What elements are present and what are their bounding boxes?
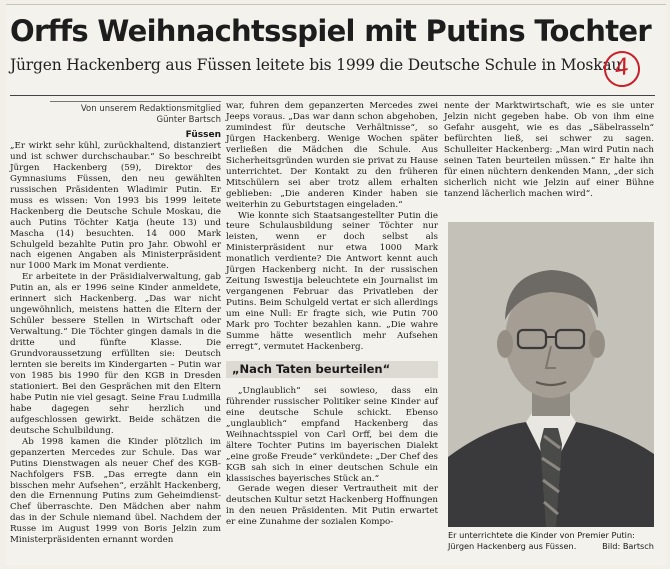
portrait-photo: [448, 222, 654, 527]
column-2: [226, 101, 438, 528]
byline-line-2: Günter Bartsch: [156, 115, 221, 125]
byline: [10, 101, 221, 126]
dateline: Füssen: [185, 130, 221, 140]
subheadline: Jürgen Hackenberg aus Füssen leitete bis 1999 die Deutsche Schule in Moskau: [10, 56, 622, 74]
headline-rule: [10, 95, 655, 96]
column-3: [444, 101, 654, 200]
headline: Orffs Weihnachtsspiel mit Putins Tochter: [10, 14, 651, 48]
handwritten-stamp-mark: 4: [601, 48, 643, 90]
byline-rule: [50, 101, 221, 102]
byline-line-1: Von unserem Redaktionsmitglied: [80, 104, 221, 114]
caption-text: Er unterrichtete die Kinder von Premier Putin: Jürgen Hackenberg aus Füssen.: [448, 530, 635, 551]
portrait-illustration: [448, 222, 654, 527]
paragraph: nente der Marktwirtschaft, wie es sie unter Jelzin nicht gegeben habe. Ob von ihm eine Gefahr ausgeht, wie es das „Säbelrasseln“ befürchten ließ, sei schwer zu sagen. Schulleiter Hackenberg: „Man wird Putin nach seinen Taten beurteilen müssen.“ Er halte ihn für einen nüchtern denkenden Mann, „der sich sicherlich nicht wie Jelzin auf einer Bühne tanzend lächerlich machen wird“.: [444, 101, 654, 199]
section-subhead: „Nach Taten beurteilen“: [226, 361, 438, 378]
paragraph: Ab 1998 kamen die Kinder plötzlich im gepanzerten Mercedes zur Schule. Das war Putins Dienstwagen als neuer Chef des KGB-Nachfolgers FSB. „Das erregte dann ein bisschen mehr Aufsehen“, erzählt Hackenberg, den die Ernennung Putins zum Geheimdienst-Chef überraschte. Den Mädchen aber nahm das in der Schule niemand übel. Nachdem der Russe im August 1999 von Boris Jelzin zum Ministerpräsidenten ernannt worden: [10, 436, 221, 546]
photo-credit: Bild: Bartsch: [602, 540, 654, 551]
paragraph: war, fuhren dem gepanzerten Mercedes zwei Jeeps voraus. „Das war dann schon abgehoben, zumindest für deutsche Verhältnisse“, so Jürgen Hackenberg. Wenige Wochen später verließen die Mädchen die Schule. Aus Sicherheitsgründen wurden sie privat zu Hause unterrichtet. Der Kontakt zu den früheren Mitschülern sei aber trotz allem erhalten geblieben: „Die anderen Kinder haben sie weiterhin zu Geburtstagen eingeladen.“: [226, 101, 438, 210]
paragraph: „Er wirkt sehr kühl, zurückhaltend, distanziert und ist schwer durchschaubar.“ So beschreibt Jürgen Hackenberg (59), Direktor des Gymnasiums Füssen, den neu gewählten russischen Präsidenten Wladimir Putin. Er muss es wissen: Von 1993 bis 1999 leitete Hackenberg die Deutsche Schule Moskau, die auch Putins Töchter Katja (heute 13) und Mascha (14) besuchten. 14 000 Mark Schulgeld bezahlte Putin pro Jahr. Obwohl er nach eigenen Angaben als Ministerpräsident nur 1000 Mark im Monat verdiente.: [10, 140, 221, 272]
photo-caption: [448, 530, 654, 551]
paragraph: „Unglaublich“ sei sowieso, dass ein führender russischer Politiker seine Kinder auf eine deutsche Schule schickt. Ebenso „unglaublich“ empfand Hackenberg das Weihnachtsspiel von Carl Orff, bei dem die ältere Tochter Putins im bayerischen Dialekt „eine große Freude“ verkündete: „Der Chef des KGB sah sich in einer deutschen Schule ein klassisches bayerisches Stück an.“: [226, 385, 438, 484]
paragraph: Gerade wegen dieser Vertrautheit mit der deutschen Kultur setzt Hackenberg Hoffnungen in den neuen Präsidenten. Mit Putin erwartet er eine Zunahme der sozialen Kompo-: [226, 484, 438, 528]
column-1: [10, 101, 221, 546]
paragraph: Wie konnte sich Staatsangestellter Putin die teure Schulausbildung seiner Töchter nur leisten, wenn er doch selbst als Ministerpräsident nur etwa 1000 Mark monatlich verdiente? Die Antwort kennt auch Jürgen Hackenberg nicht. In der russischen Zeitung Iswestija beleuchtete ein Journalist im vergangenen Februar das Privatleben der Putins. Beim Schulgeld vertat er sich allerdings um eine Null: Er fragte sich, wie Putin 700 Mark pro Tochter bezahlen kann. „Die wahre Summe hätte wesentlich mehr Aufsehen erregt“, vermutet Hackenberg.: [226, 210, 438, 352]
paragraph: Er arbeitete in der Präsidialverwaltung, gab Putin an, als er 1996 seine Kinder anmeldete, erinnert sich Hackenberg. „Das war nicht ungewöhnlich, meistens hatten die Eltern der Schüler bessere Stellen in Wirtschaft oder Verwaltung.“ Die Töchter gingen damals in die dritte und fünfte Klasse. Die Grundvoraussetzung erfüllten sie: Deutsch lernten sie bereits im Kindergarten – Putin war von 1985 bis 1990 für den KGB in Dresden stationiert. Bei den Gesprächen mit den Eltern habe Putin nie viel gesagt. Seine Frau Ludmilla habe dagegen sehr herzlich und aufgeschlossen gewirkt. Beide schätzen die deutsche Schulbildung.: [10, 272, 221, 436]
